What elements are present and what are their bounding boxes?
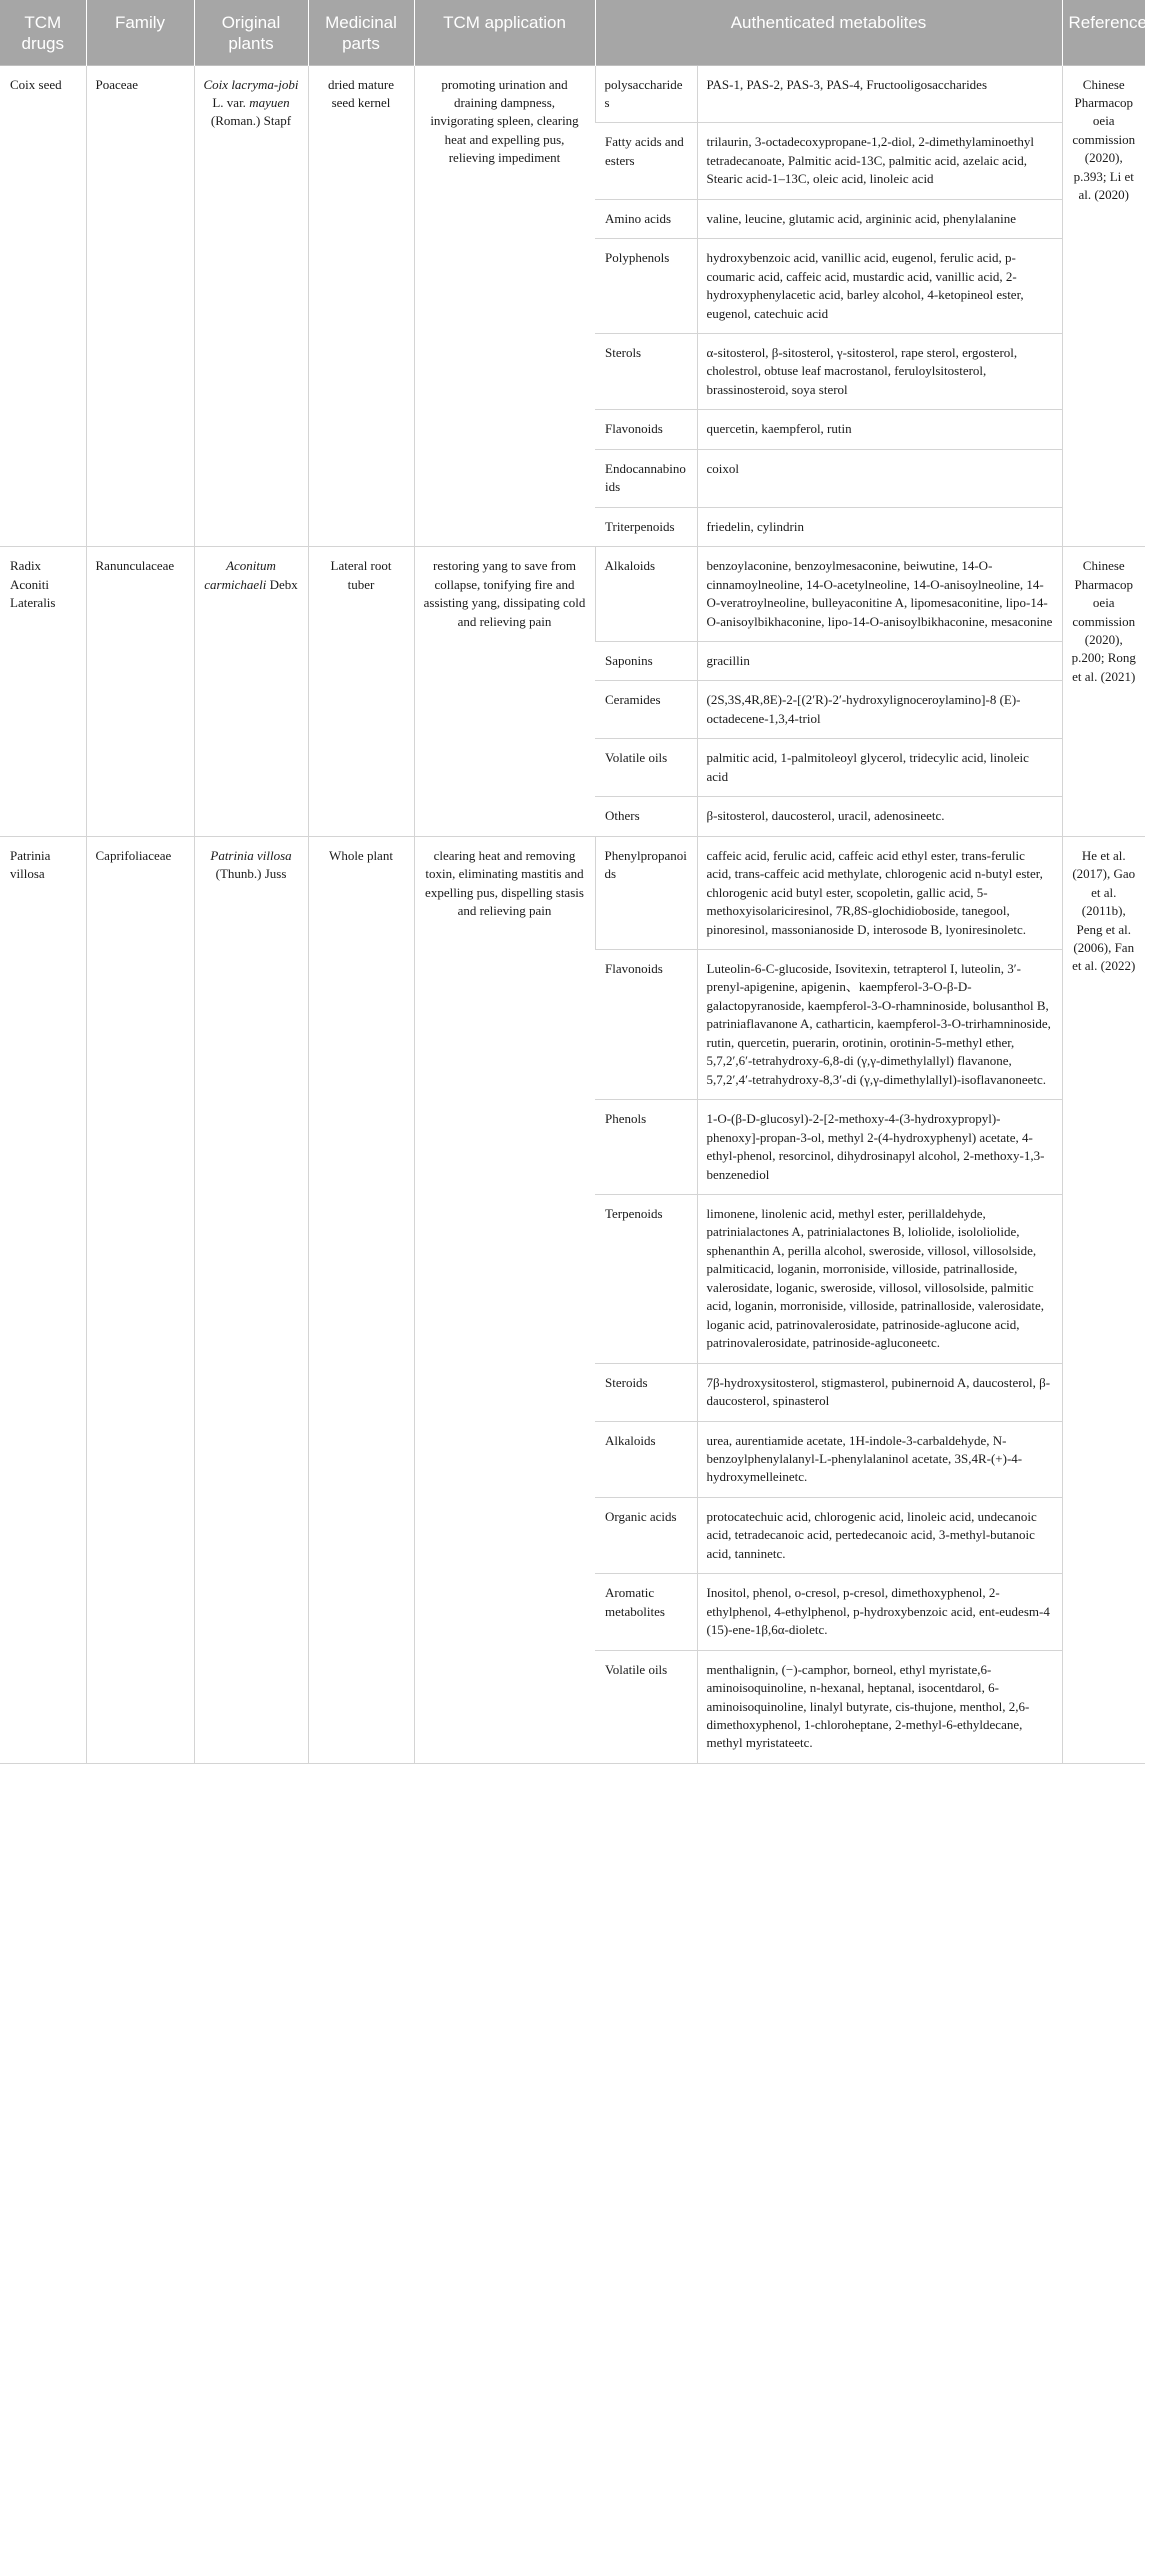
plant-name-part: mayuen: [249, 94, 290, 110]
cell-metabolite-class: Phenylpropanoids: [595, 836, 697, 949]
cell-metabolite-class: Aromatic metabolites: [595, 1574, 697, 1650]
header-tcm-application: TCM application: [414, 0, 595, 65]
cell-medicinal-parts: Lateral root tuber: [308, 547, 414, 837]
cell-metabolite-class: Polyphenols: [595, 239, 697, 334]
cell-metabolite-list: Inositol, phenol, o-cresol, p-cresol, dimethoxyphenol, 2-ethylphenol, 4-ethylphenol, p-hydroxybenzoic acid, ent-eudesm-4 (15)-ene-1β,6α-dioletc.: [697, 1574, 1062, 1650]
cell-tcm-drug: Coix seed: [0, 65, 86, 547]
table-row: [0, 547, 1145, 642]
header-original-plants: Original plants: [194, 0, 308, 65]
header-references: References: [1062, 0, 1145, 65]
cell-metabolite-list: benzoylaconine, benzoylmesaconine, beiwutine, 14-O-cinnamoylneoline, 14-O-acetylneoline, 14-O-anisoylneoline, 14-O-veratroylneoline, bulleyaconitine A, lipomesaconitine, lipo-14-O-anisoylbikhaconine, lipo-14-O-anisoylbikhaconine, mesaconine: [697, 547, 1062, 642]
cell-metabolite-list: urea, aurentiamide acetate, 1H-indole-3-carbaldehyde, N-benzoylphenylalanyl-L-phenylalaninol acetate, 3S,4R-(+)-4-hydroxymelleinetc.: [697, 1421, 1062, 1497]
cell-metabolite-class: Fatty acids and esters: [595, 123, 697, 199]
plant-name-part: Patrinia villosa: [210, 847, 292, 863]
cell-metabolite-class: polysaccharides: [595, 65, 697, 123]
cell-metabolite-class: Volatile oils: [595, 739, 697, 797]
cell-metabolite-class: Triterpenoids: [595, 507, 697, 546]
cell-metabolite-class: Phenols: [595, 1100, 697, 1195]
plant-name-part: (Thunb.) Juss: [215, 866, 287, 882]
table-row: [0, 836, 1145, 949]
cell-metabolite-list: limonene, linolenic acid, methyl ester, perillaldehyde, patrinialactones A, patrinialactones B, loliolide, isololiolide, sphenanthin A, perilla alcohol, sweroside, villosol, villosolside, palmiticacid, loganin, morroniside, villoside, patrinalloside, valerosidate, loganic, sweroside, villosol, villosolside, palmitic acid, loganin, morroniside, villoside, patrinalloside, valerosidate, loganic acid, patrinovalerosidate, patrinoside-aglucone acid, patrinovalerosidate, patrinoside-agluconeetc.: [697, 1194, 1062, 1363]
cell-metabolite-list: quercetin, kaempferol, rutin: [697, 410, 1062, 449]
header-family: Family: [86, 0, 194, 65]
cell-metabolite-class: Others: [595, 797, 697, 836]
plant-name-part: (Roman.) Stapf: [210, 113, 292, 129]
cell-metabolite-list: menthalignin, (−)-camphor, borneol, ethyl myristate,6-aminoisoquinoline, n-hexanal, heptanal, isocentdarol, 6-aminoisoquinoline, linalyl butyrate, cis-thujone, menthol, 2,6-dimethoxyphenol, 1-chloroheptane, 2-methyl-6-ethyldecane, methyl myristateetc.: [697, 1650, 1062, 1763]
cell-references: He et al. (2017), Gao et al. (2011b), Peng et al. (2006), Fan et al. (2022): [1062, 836, 1145, 1763]
cell-metabolite-class: Alkaloids: [595, 1421, 697, 1497]
cell-medicinal-parts: dried mature seed kernel: [308, 65, 414, 547]
plant-name-part: Debx: [266, 576, 298, 592]
cell-metabolite-list: β-sitosterol, daucosterol, uracil, adenosineetc.: [697, 797, 1062, 836]
plant-name-part: L. var.: [212, 94, 250, 110]
cell-metabolite-class: Ceramides: [595, 681, 697, 739]
table-body: [0, 65, 1145, 1763]
cell-metabolite-list: caffeic acid, ferulic acid, caffeic acid ethyl ester, trans-ferulic acid, trans-caffeic acid methylate, chlorogenic acid n-butyl ester, chlorogenic acid butyl ester, scopoletin, gallic acid, 5-methoxyisolariciresinol, 7R,8S-glochidioboside, tanegool, pinoresinol, massonianoside D, interosode B, lyoniresinoletc.: [697, 836, 1062, 949]
cell-metabolite-list: (2S,3S,4R,8E)-2-[(2′R)-2′-hydroxylignoceroylamino]-8 (E)-octadecene-1,3,4-triol: [697, 681, 1062, 739]
cell-metabolite-class: Saponins: [595, 642, 697, 681]
cell-metabolite-list: PAS-1, PAS-2, PAS-3, PAS-4, Fructooligosaccharides: [697, 65, 1062, 123]
cell-metabolite-class: Amino acids: [595, 199, 697, 238]
cell-metabolite-list: trilaurin, 3-octadecoxypropane-1,2-diol, 2-dimethylaminoethyl tetradecanoate, Palmitic acid-13C, palmitic acid, azelaic acid, Stearic acid-1–13C, oleic acid, linoleic acid: [697, 123, 1062, 199]
plant-name-part: Aconitum carmichaeli: [204, 558, 276, 592]
cell-medicinal-parts: Whole plant: [308, 836, 414, 1763]
cell-metabolite-list: protocatechuic acid, chlorogenic acid, linoleic acid, undecanoic acid, tetradecanoic acid, pertedecanoic acid, 3-methyl-butanoic acid, tanninetc.: [697, 1497, 1062, 1573]
cell-metabolite-class: Volatile oils: [595, 1650, 697, 1763]
header-tcm-drugs: TCM drugs: [0, 0, 86, 65]
cell-original-plant: [194, 547, 308, 837]
table-header: [0, 0, 1155, 65]
cell-tcm-application: clearing heat and removing toxin, eliminating mastitis and expelling pus, dispelling stasis and relieving pain: [414, 836, 595, 1763]
cell-tcm-application: restoring yang to save from collapse, tonifying fire and assisting yang, dissipating cold and relieving pain: [414, 547, 595, 837]
cell-metabolite-list: friedelin, cylindrin: [697, 507, 1062, 546]
cell-original-plant: [194, 836, 308, 1763]
cell-metabolite-class: Organic acids: [595, 1497, 697, 1573]
table-row: [0, 65, 1145, 123]
cell-metabolite-list: 7β-hydroxysitosterol, stigmasterol, pubinernoid A, daucosterol, β-daucosterol, spinasterol: [697, 1363, 1062, 1421]
cell-metabolite-class: Flavonoids: [595, 950, 697, 1100]
cell-family: Caprifoliaceae: [86, 836, 194, 1763]
cell-metabolite-class: Terpenoids: [595, 1194, 697, 1363]
cell-metabolite-class: Endocannabinoids: [595, 449, 697, 507]
header-medicinal-parts: Medicinal parts: [308, 0, 414, 65]
cell-tcm-application: promoting urination and draining dampness, invigorating spleen, clearing heat and expelling pus, relieving impediment: [414, 65, 595, 547]
cell-references: Chinese Pharmacopoeia commission (2020), p.200; Rong et al. (2021): [1062, 547, 1145, 837]
cell-metabolite-class: Flavonoids: [595, 410, 697, 449]
cell-metabolite-list: hydroxybenzoic acid, vanillic acid, eugenol, ferulic acid, p-coumaric acid, caffeic acid, mustardic acid, vanillic acid, 2-hydroxyphenylacetic acid, barley alcohol, 4-ketopineol ester, eugenol, catechuic acid: [697, 239, 1062, 334]
cell-original-plant: [194, 65, 308, 547]
cell-metabolite-list: valine, leucine, glutamic acid, argininic acid, phenylalanine: [697, 199, 1062, 238]
header-authenticated-metabolites: Authenticated metabolites: [595, 0, 1062, 65]
cell-family: Ranunculaceae: [86, 547, 194, 837]
plant-name-part: Coix lacryma-jobi: [203, 76, 299, 92]
cell-metabolite-class: Alkaloids: [595, 547, 697, 642]
cell-metabolite-list: α-sitosterol, β-sitosterol, γ-sitosterol, rape sterol, ergosterol, cholestrol, obtuse leaf macrostanol, feruloylsitosterol, brassinosteroid, soya sterol: [697, 334, 1062, 410]
cell-tcm-drug: Radix Aconiti Lateralis: [0, 547, 86, 837]
cell-metabolite-list: 1-O-(β-D-glucosyl)-2-[2-methoxy-4-(3-hydroxypropyl)-phenoxy]-propan-3-ol, methyl 2-(4-hydroxyphenyl) acetate, 4-ethyl-phenol, resorcinol, dihydrosinapyl alcohol, 2-methoxy-1,3-benzenediol: [697, 1100, 1062, 1195]
cell-references: Chinese Pharmacopoeia commission (2020), p.393; Li et al. (2020): [1062, 65, 1145, 547]
cell-metabolite-list: gracillin: [697, 642, 1062, 681]
cell-metabolite-list: coixol: [697, 449, 1062, 507]
cell-family: Poaceae: [86, 65, 194, 547]
cell-metabolite-list: Luteolin-6-C-glucoside, Isovitexin, tetrapterol I, luteolin, 3′-prenyl-apigenine, apigenin、kaempferol-3-O-β-D-galactopyranoside, kaempferol-3-O-rhamninoside, bolusanthol B, patriniaflavanone A, catharticin, kaempferol-3-O-trirhamninoside, rutin, quercetin, puerarin, orotinin, orotinin-5-methyl ether, 5,7,2′,6′-tetrahydroxy-6,8-di (γ,γ-dimethylallyl) flavanone, 5,7,2′,4′-tetrahydroxy-8,3′-di (γ,γ-dimethylallyl)-isoflavanoneetc.: [697, 950, 1062, 1100]
cell-metabolite-class: Steroids: [595, 1363, 697, 1421]
cell-metabolite-class: Sterols: [595, 334, 697, 410]
cell-tcm-drug: Patrinia villosa: [0, 836, 86, 1763]
cell-metabolite-list: palmitic acid, 1-palmitoleoyl glycerol, tridecylic acid, linoleic acid: [697, 739, 1062, 797]
